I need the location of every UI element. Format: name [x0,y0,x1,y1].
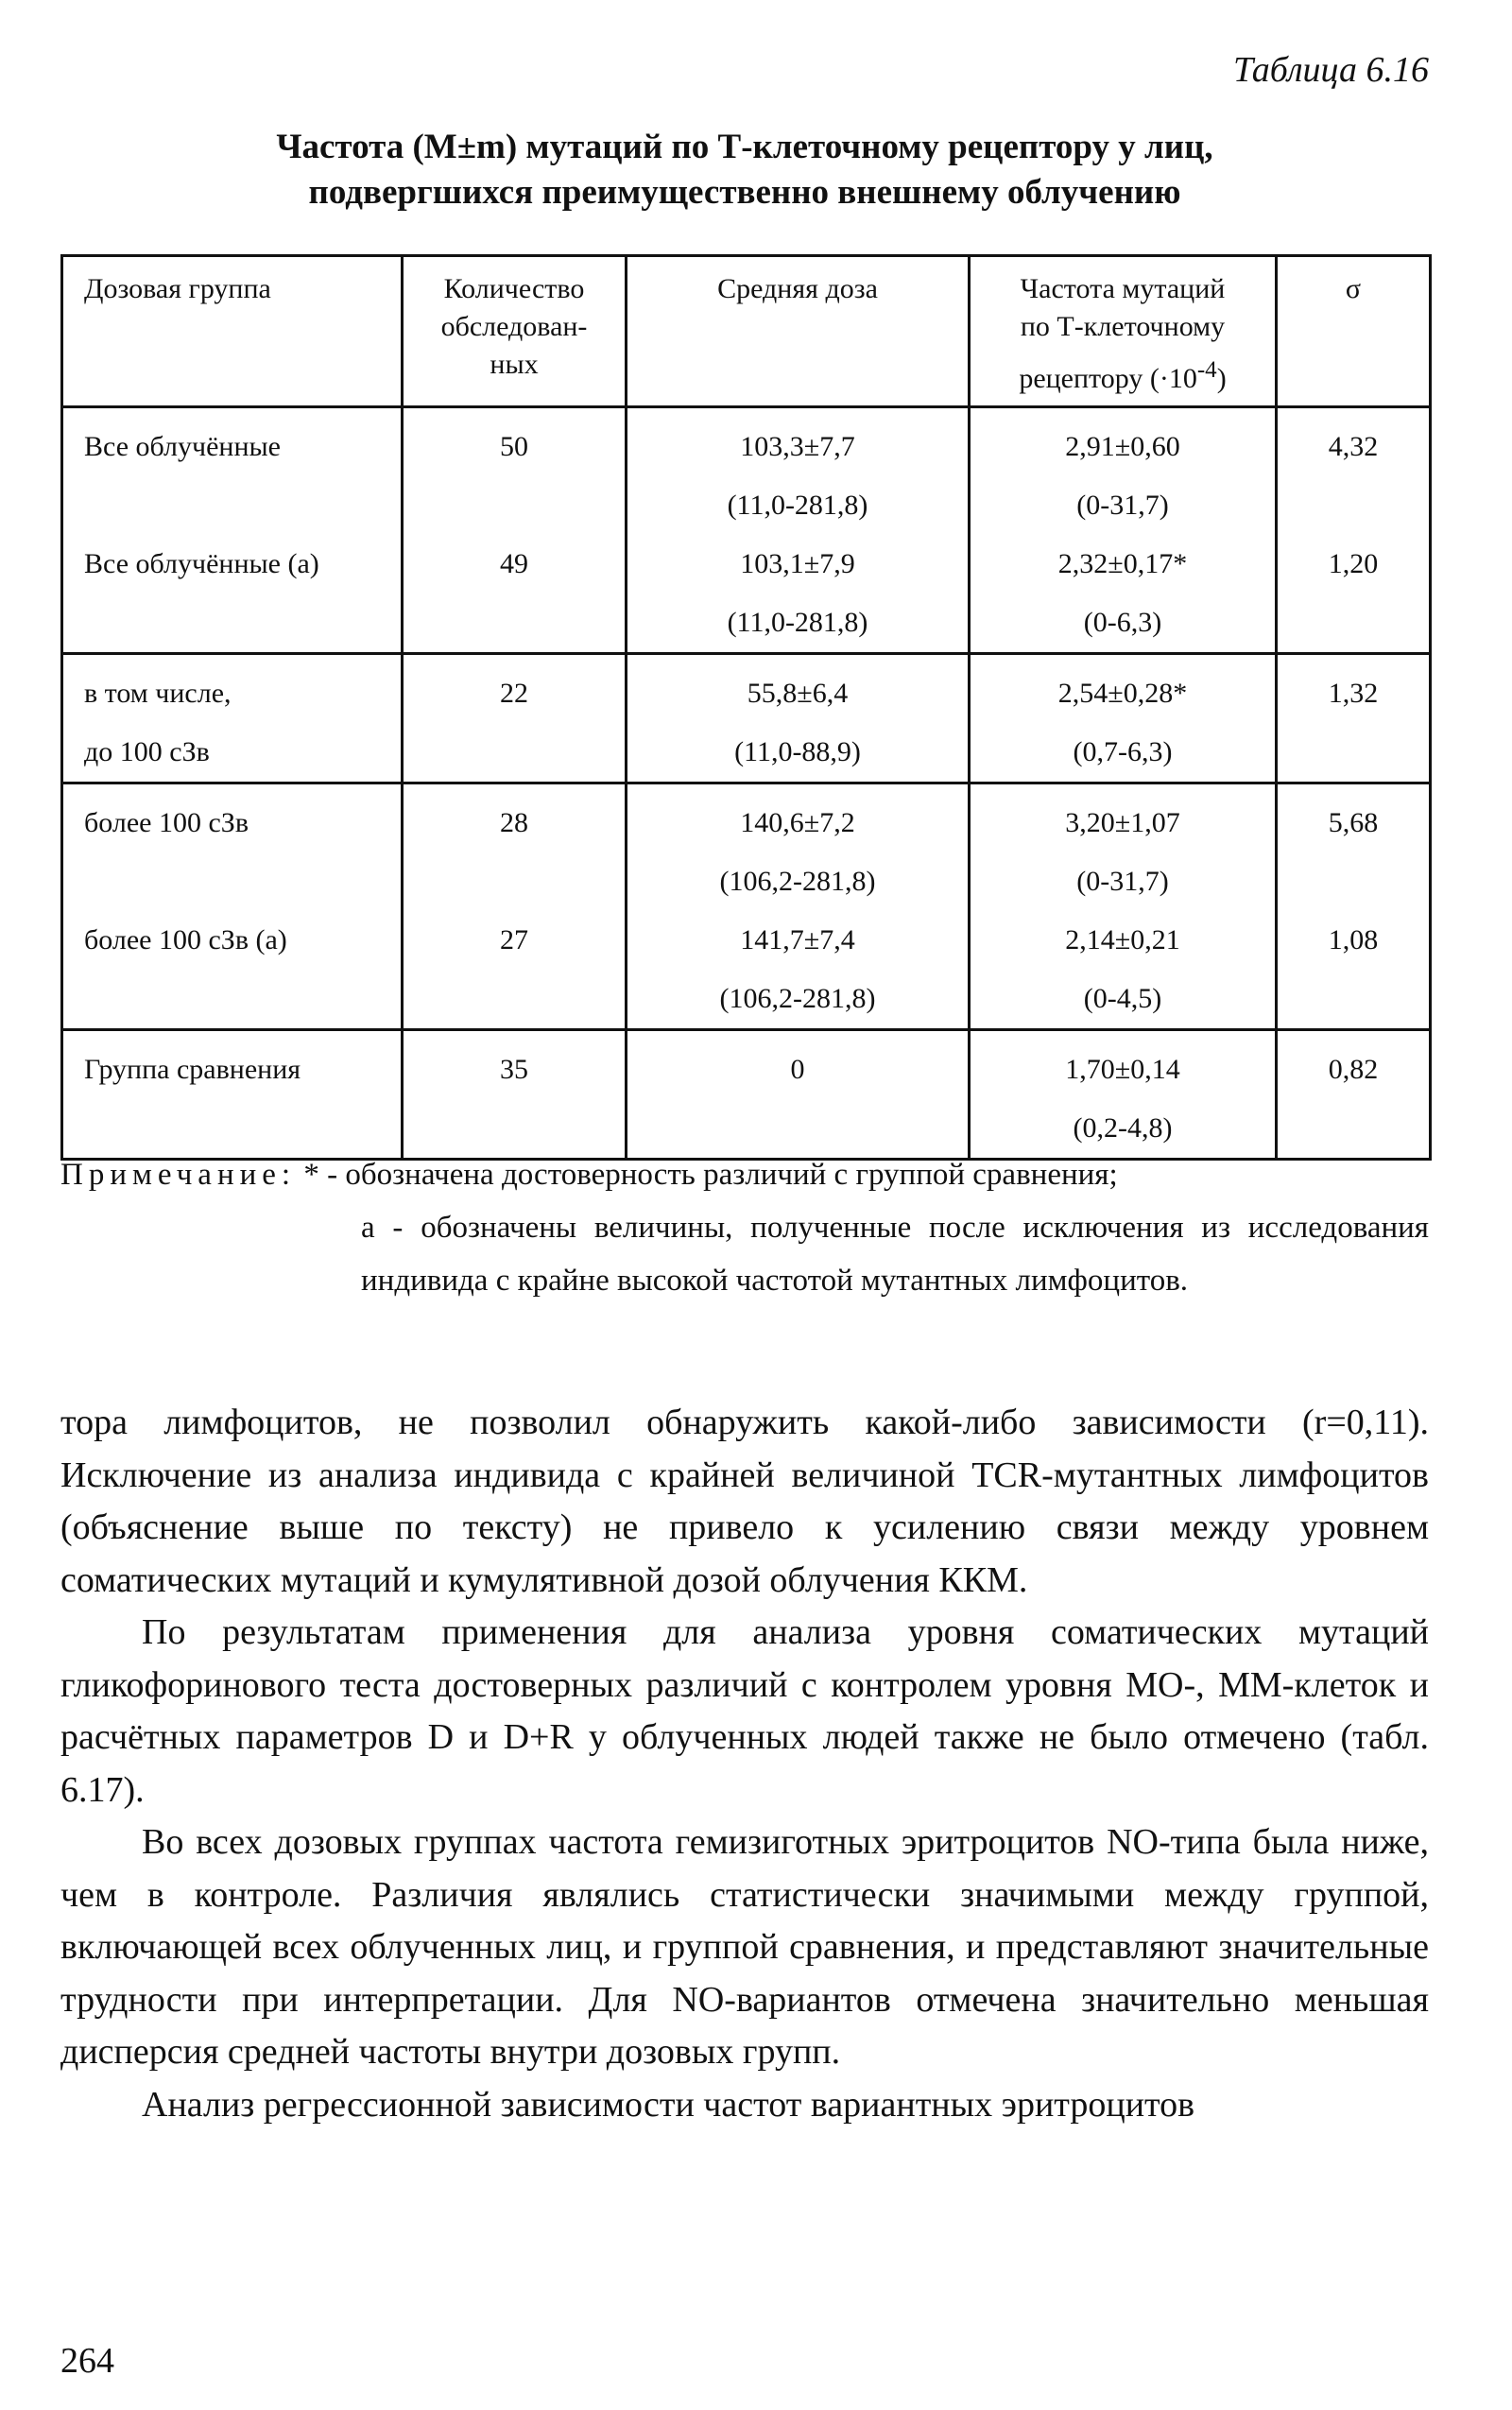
table-row [62,407,1431,654]
table-title [60,125,1429,215]
header-dose: Средняя доза [627,256,970,407]
cell-line: (106,2-281,8) [719,983,876,1014]
header-text: ных [490,349,539,380]
cell-line: 1,32 [1328,678,1379,709]
note-label: Примечание: [60,1158,297,1192]
cell-freq [970,1030,1277,1160]
cell-line: более 100 сЗв (а) [84,924,287,955]
title-line: Частота (M±m) мутаций по Т-клеточному рецептору у лиц, [276,128,1213,166]
cell-freq [970,654,1277,783]
cell-line [1285,594,1421,652]
cell-group [62,1030,403,1160]
header-freq [970,256,1277,407]
header-text: обследован- [440,311,588,342]
paragraph: Во всех дозовых группах частота гемизиготных эритроцитов NO-типа была ниже, чем в контроле. Различия являлись статистически значимыми между группой, включающей всех облученных лиц, и группой сравнения, и представляют значительные трудности при интерпретации. Для NO-вариантов отмечена значительно меньшая дисперсия средней частоты внутри дозовых групп. [60,1822,1429,2072]
cell-line: 2,14±0,21 [1065,924,1180,955]
cell-line: 35 [500,1054,528,1085]
cell-line: 55,8±6,4 [747,678,849,709]
cell-dose [627,407,970,654]
cell-line: (11,0-281,8) [727,490,868,521]
header-text: по Т-клеточному [1020,311,1226,342]
header-count [403,256,627,407]
cell-line: (0-6,3) [1083,607,1162,638]
cell-line: 1,70±0,14 [1065,1054,1180,1085]
cell-line [1285,723,1421,782]
cell-line: 28 [500,807,528,838]
cell-line: (11,0-281,8) [727,607,868,638]
paragraph: По результатам применения для анализа уровня соматических мутаций гликофоринового теста достоверных различий с контролем уровня МО-, ММ-клеток и расчётных параметров D и D+R у облученных людей также не было отмечено (табл. 6.17). [60,1612,1429,1810]
cell-line: в том числе, [84,678,232,709]
cell-line: (0-4,5) [1083,983,1162,1014]
cell-sigma [1277,783,1431,1030]
cell-line: 141,7±7,4 [740,924,855,955]
cell-line: 50 [500,431,528,462]
cell-line [84,594,393,652]
header-text: Количество [443,273,585,304]
cell-dose [627,654,970,783]
cell-line: 4,32 [1328,431,1379,462]
header-row [62,256,1431,407]
cell-line: 3,20±1,07 [1065,807,1180,838]
cell-count [403,1030,627,1160]
cell-freq [970,407,1277,654]
cell-line [84,970,393,1028]
cell-line [84,476,393,535]
cell-line: (106,2-281,8) [719,866,876,897]
header-text: рецептору (·10 [1019,363,1197,394]
table-note [60,1148,1429,1307]
cell-line: 2,91±0,60 [1065,431,1180,462]
cell-line: (0,2-4,8) [1073,1112,1173,1144]
cell-line: более 100 сЗв [84,807,249,838]
header-text: ) [1216,363,1227,394]
cell-line: 2,54±0,28* [1057,678,1188,709]
cell-line: (11,0-88,9) [734,736,861,767]
cell-sigma [1277,407,1431,654]
cell-count [403,654,627,783]
cell-group [62,654,403,783]
superscript: -4 [1196,357,1217,383]
cell-line: 103,3±7,7 [740,431,855,462]
cell-line: (0,7-6,3) [1073,736,1173,767]
cell-sigma [1277,1030,1431,1160]
cell-line: Все облучённые [84,431,281,462]
cell-freq [970,783,1277,1030]
table-row [62,654,1431,783]
cell-line [1285,476,1421,535]
header-group: Дозовая группа [62,256,403,407]
cell-line [84,852,393,911]
cell-line: (0-31,7) [1076,490,1169,521]
table-label: Таблица 6.16 [1233,50,1429,90]
data-table [60,254,1432,1161]
cell-line: 103,1±7,9 [740,548,855,579]
cell-line: Все облучённые (а) [84,548,319,579]
cell-line: 27 [500,924,528,955]
header-sigma: σ [1277,256,1431,407]
cell-count [403,407,627,654]
table-row [62,1030,1431,1160]
cell-dose [627,783,970,1030]
cell-line: Группа сравнения [84,1054,301,1085]
cell-count [403,783,627,1030]
cell-line: 2,32±0,17* [1057,548,1188,579]
paragraph: тора лимфоцитов, не позволил обнаружить какой-либо зависимости (r=0,11). Исключение из анализа индивида с крайней величиной TCR-мутантных лимфоцитов (объяснение выше по тексту) не привело к усилению связи между уровнем соматических мутаций и кумулятивной дозой облучения ККМ. [60,1403,1429,1600]
page-number: 264 [60,2341,114,2381]
header-text: Частота мутаций [1020,273,1226,304]
cell-dose [627,1030,970,1160]
cell-line [1285,970,1421,1028]
cell-line [1285,852,1421,911]
cell-line: 22 [500,678,528,709]
cell-group [62,407,403,654]
cell-line [411,594,617,652]
cell-line: 1,08 [1328,924,1379,955]
note-star: * - обозначена достоверность различий с группой сравнения; [303,1158,1118,1192]
cell-line: (0-31,7) [1076,866,1169,897]
cell-line: 49 [500,548,528,579]
cell-line [411,476,617,535]
paragraph: Анализ регрессионной зависимости частот вариантных эритроцитов [142,2084,1195,2125]
cell-line [411,852,617,911]
cell-group [62,783,403,1030]
cell-line: 5,68 [1328,807,1379,838]
cell-line: 0 [790,1054,805,1085]
cell-line: 140,6±7,2 [740,807,855,838]
table-row [62,783,1431,1030]
note-a: а - обозначены величины, полученные после исключения из исследования индивида с крайне высокой частотой мутантных лимфоцитов. [361,1211,1429,1298]
cell-line: 0,82 [1328,1054,1379,1085]
cell-line: 1,20 [1328,548,1379,579]
cell-sigma [1277,654,1431,783]
cell-line [411,723,617,782]
body-text [60,1397,1429,2131]
title-line: подвергшихся преимущественно внешнему облучению [308,173,1181,212]
cell-line: до 100 сЗв [84,736,210,767]
cell-line [411,970,617,1028]
